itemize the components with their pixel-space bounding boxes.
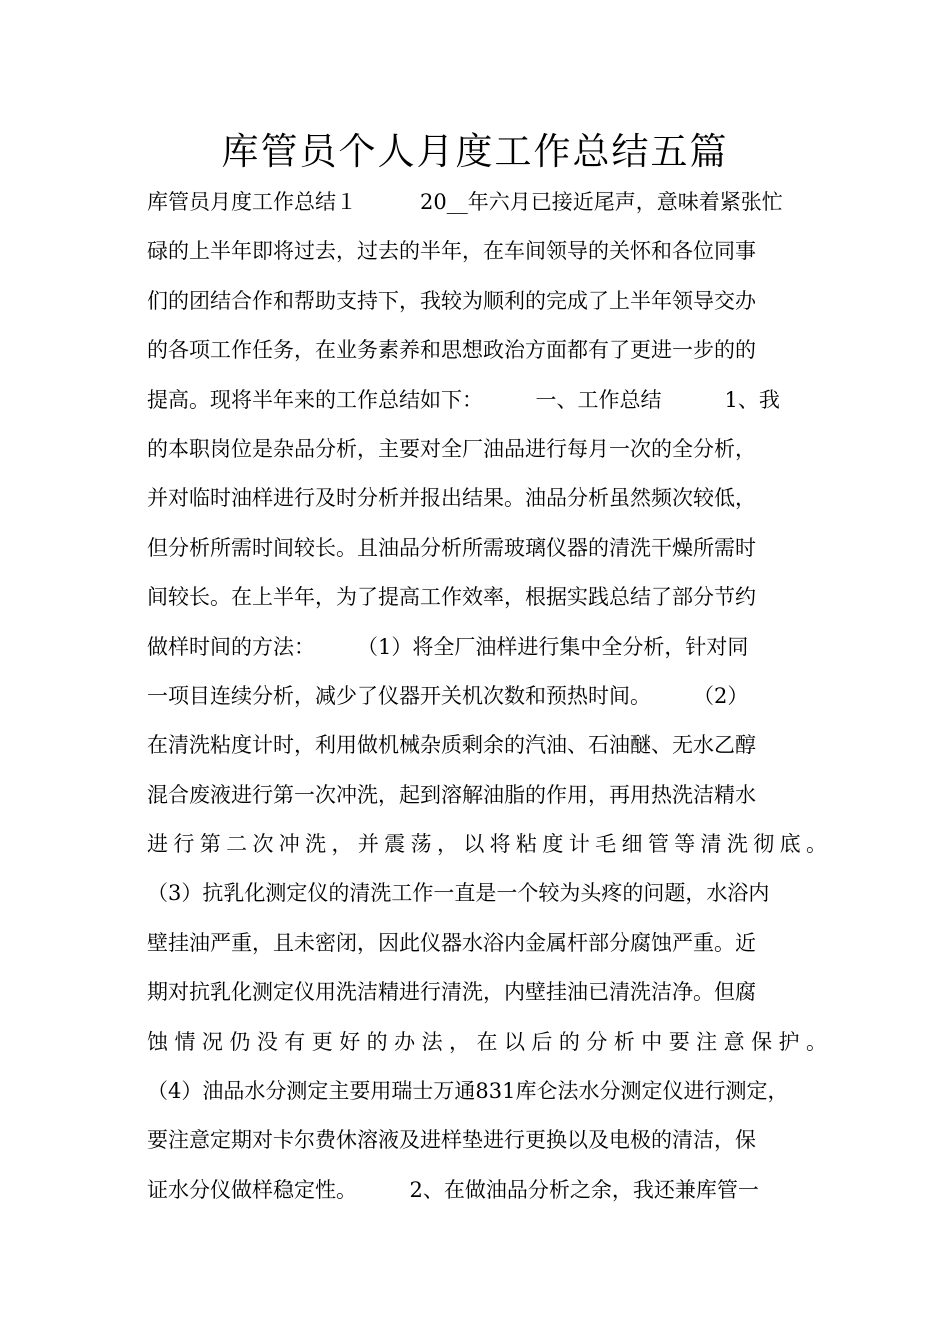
body-line: 提高。现将半年来的工作总结如下： 一、工作总结 1、我 — [147, 387, 780, 412]
body-line: （3）抗乳化测定仪的清洗工作一直是一个较为头疼的问题，水浴内 — [147, 881, 770, 906]
body-line: 在清洗粘度计时，利用做机械杂质剩余的汽油、石油醚、无水乙醇 — [147, 733, 756, 758]
document-title: 库管员个人月度工作总结五篇 — [221, 130, 729, 173]
body-line: （4）油品水分测定主要用瑞士万通831库仑法水分测定仪进行测定， — [147, 1079, 789, 1104]
body-line: 的各项工作任务，在业务素养和思想政治方面都有了更进一步的的 — [147, 338, 756, 363]
body-line: 库管员月度工作总结１ 20__年六月已接近尾声，意味着紧张忙 — [147, 190, 783, 214]
document-body — [147, 178, 827, 1215]
body-line: 的本职岗位是杂品分析，主要对全厂油品进行每月一次的全分析， — [147, 436, 756, 461]
body-line: 混合废液进行第一次冲洗，起到溶解油脂的作用，再用热洗洁精水 — [147, 782, 756, 807]
body-line: 间较长。在上半年，为了提高工作效率，根据实践总结了部分节约 — [147, 585, 756, 610]
body-line: 碌的上半年即将过去，过去的半年，在车间领导的关怀和各位同事 — [147, 239, 756, 264]
body-line: 期对抗乳化测定仪用洗洁精进行清洗，内壁挂油已清洗洁净。但腐 — [147, 980, 756, 1005]
body-line: 并对临时油样进行及时分析并报出结果。油品分析虽然频次较低， — [147, 486, 756, 511]
body-line: 进行第二次冲洗，并震荡，以将粘度计毛细管等清洗彻底。 — [147, 832, 827, 857]
body-line: 做样时间的方法： （1）将全厂油样进行集中全分析，针对同 — [147, 634, 749, 659]
body-line: 但分析所需时间较长。且油品分析所需玻璃仪器的清洗干燥所需时 — [147, 535, 756, 560]
body-line: 一项目连续分析，减少了仪器开关机次数和预热时间。 （2） — [147, 683, 749, 708]
body-line: 们的团结合作和帮助支持下，我较为顺利的完成了上半年领导交办 — [147, 288, 756, 313]
body-line: 证水分仪做样稳定性。 2、在做油品分析之余，我还兼库管一 — [147, 1177, 759, 1202]
body-line: 蚀情况仍没有更好的办法，在以后的分析中要注意保护。 — [147, 1029, 827, 1054]
body-line: 要注意定期对卡尔费休溶液及进样垫进行更换以及电极的清洁，保 — [147, 1128, 756, 1153]
body-line: 壁挂油严重，且未密闭，因此仪器水浴内金属杆部分腐蚀严重。近 — [147, 930, 756, 955]
